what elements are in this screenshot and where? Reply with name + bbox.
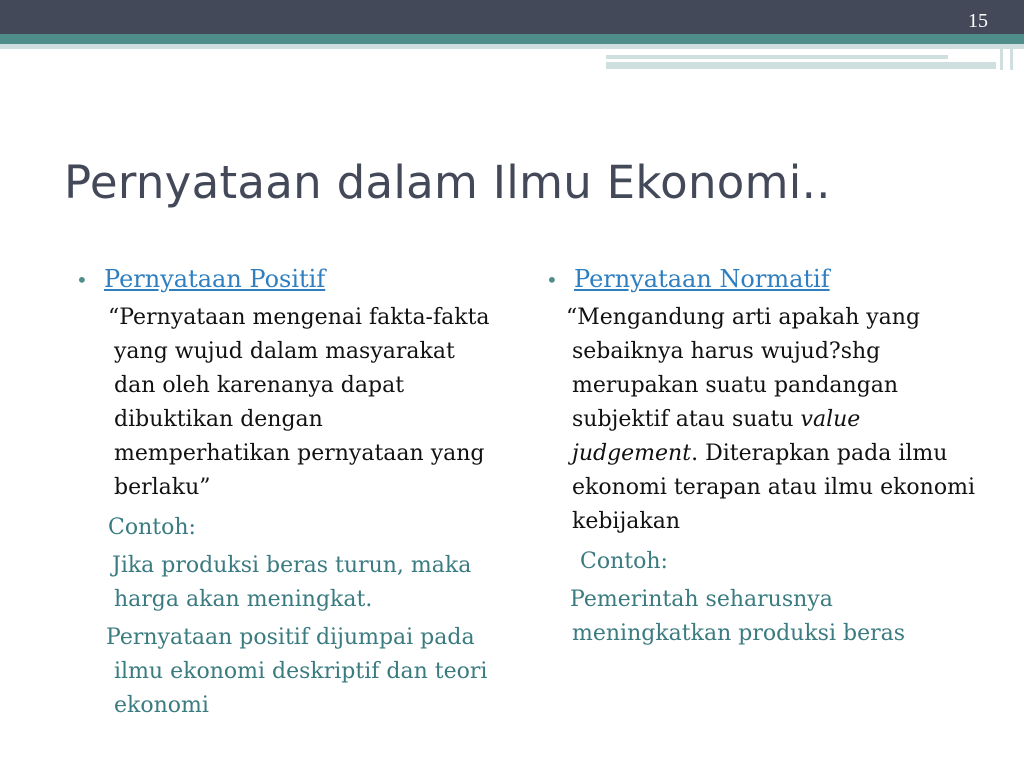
right-column bbox=[542, 262, 982, 651]
normative-statement-link[interactable]: Pernyataan Normatif bbox=[574, 265, 830, 293]
left-column bbox=[72, 262, 502, 723]
right-heading bbox=[542, 262, 982, 297]
right-example-label: Contoh: bbox=[580, 549, 668, 574]
header-accent-line-bottom bbox=[606, 62, 996, 69]
normative-definition-end: . Diterapkan pada ilmu ekonomi terapan atau ilmu ekonomi kebijakan bbox=[572, 441, 975, 534]
header-band bbox=[0, 0, 1024, 34]
normative-definition bbox=[566, 301, 982, 539]
left-example-text: Jika produksi beras turun, maka harga akan meningkat. bbox=[112, 553, 472, 612]
positive-statement-link[interactable]: Pernyataan Positif bbox=[104, 265, 326, 293]
header-accent-line-top bbox=[606, 55, 948, 59]
left-heading bbox=[72, 262, 502, 297]
normative-definition-start: “Mengandung arti apakah yang sebaiknya harus wujud?shg merupakan suatu pandangan subjektif atau suatu bbox=[566, 305, 921, 432]
right-example-text: Pemerintah seharusnya meningkatkan produksi beras bbox=[570, 587, 906, 646]
left-note: Pernyataan positif dijumpai pada ilmu ekonomi deskriptif dan teori ekonomi bbox=[106, 625, 488, 718]
bullet-icon: • bbox=[76, 268, 88, 292]
header-light-stripe bbox=[0, 44, 1024, 49]
slide-page-number: 15 bbox=[968, 10, 988, 32]
normative-definition-italic: value judgement bbox=[572, 407, 861, 466]
positive-definition: “Pernyataan mengenai fakta-fakta yang wujud dalam masyarakat dan oleh karenanya dapat dibuktikan dengan memperhatikan pernyataan yang berlaku” bbox=[108, 305, 490, 500]
header-accent-vbar-2 bbox=[1010, 44, 1013, 70]
header-teal-stripe bbox=[0, 34, 1024, 44]
bullet-icon: • bbox=[546, 268, 558, 292]
header-accent-vbar-1 bbox=[1000, 44, 1003, 70]
left-example-label: Contoh: bbox=[108, 515, 196, 540]
slide-title: Pernyataan dalam Ilmu Ekonomi.. bbox=[64, 156, 831, 209]
